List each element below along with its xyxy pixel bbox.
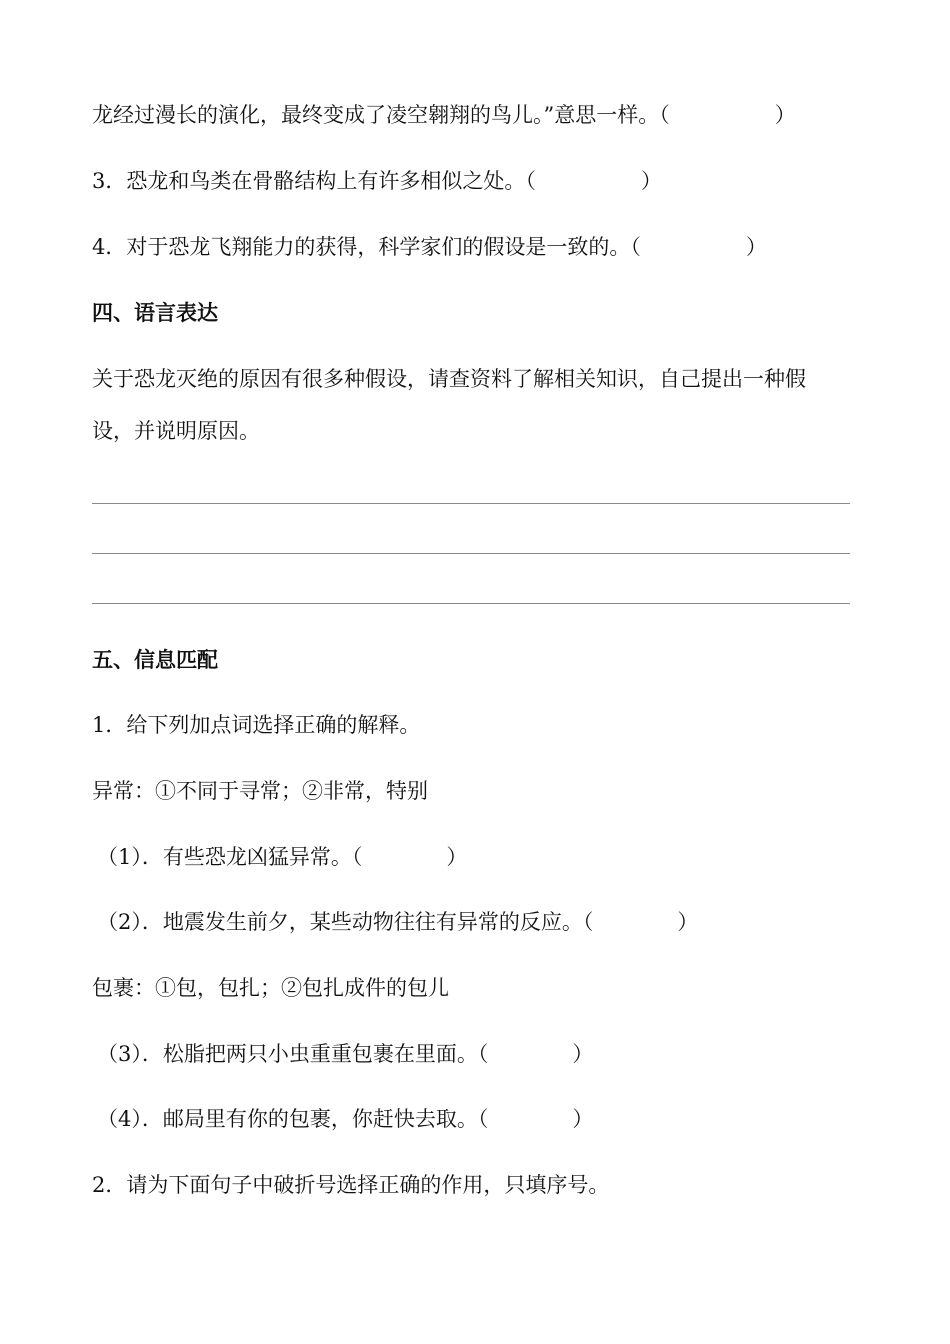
item-2: （2）．地震发生前夕，某些动物往往有异常的反应。（ ） bbox=[97, 910, 699, 934]
answer-line-2[interactable] bbox=[92, 553, 850, 554]
word-1-definitions: 异常：①不同于寻常；②非常，特别 bbox=[92, 779, 428, 803]
section-5-question-1: 1．给下列加点词选择正确的解释。 bbox=[92, 713, 421, 737]
answer-line-1[interactable] bbox=[92, 503, 850, 504]
section-4-prompt-line-1: 关于恐龙灭绝的原因有很多种假设，请查资料了解相关知识，自己提出一种假 bbox=[92, 367, 806, 391]
section-4-prompt-line-2: 设，并说明原因。 bbox=[92, 419, 260, 443]
item-4: （4）．邮局里有你的包裹，你赶快去取。（ ） bbox=[97, 1107, 594, 1131]
section-4-title: 四、语言表达 bbox=[92, 301, 218, 325]
item-1: （1）．有些恐龙凶猛异常。（ ） bbox=[97, 845, 468, 869]
section-5-question-2: 2．请为下面句子中破折号选择正确的作用，只填序号。 bbox=[92, 1173, 610, 1197]
answer-line-3[interactable] bbox=[92, 603, 850, 604]
question-4: 4．对于恐龙飞翔能力的获得，科学家们的假设是一致的。（ ） bbox=[92, 235, 767, 259]
word-2-definitions: 包裹：①包，包扎；②包扎成件的包儿 bbox=[92, 976, 449, 1000]
question-3: 3．恐龙和鸟类在骨骼结构上有许多相似之处。（ ） bbox=[92, 169, 662, 193]
question-2-continuation: 龙经过漫长的演化，最终变成了凌空翱翔的鸟儿。”意思一样。（ ） bbox=[92, 103, 796, 127]
section-5-title: 五、信息匹配 bbox=[92, 648, 218, 672]
item-3: （3）．松脂把两只小虫重重包裹在里面。（ ） bbox=[97, 1042, 594, 1066]
